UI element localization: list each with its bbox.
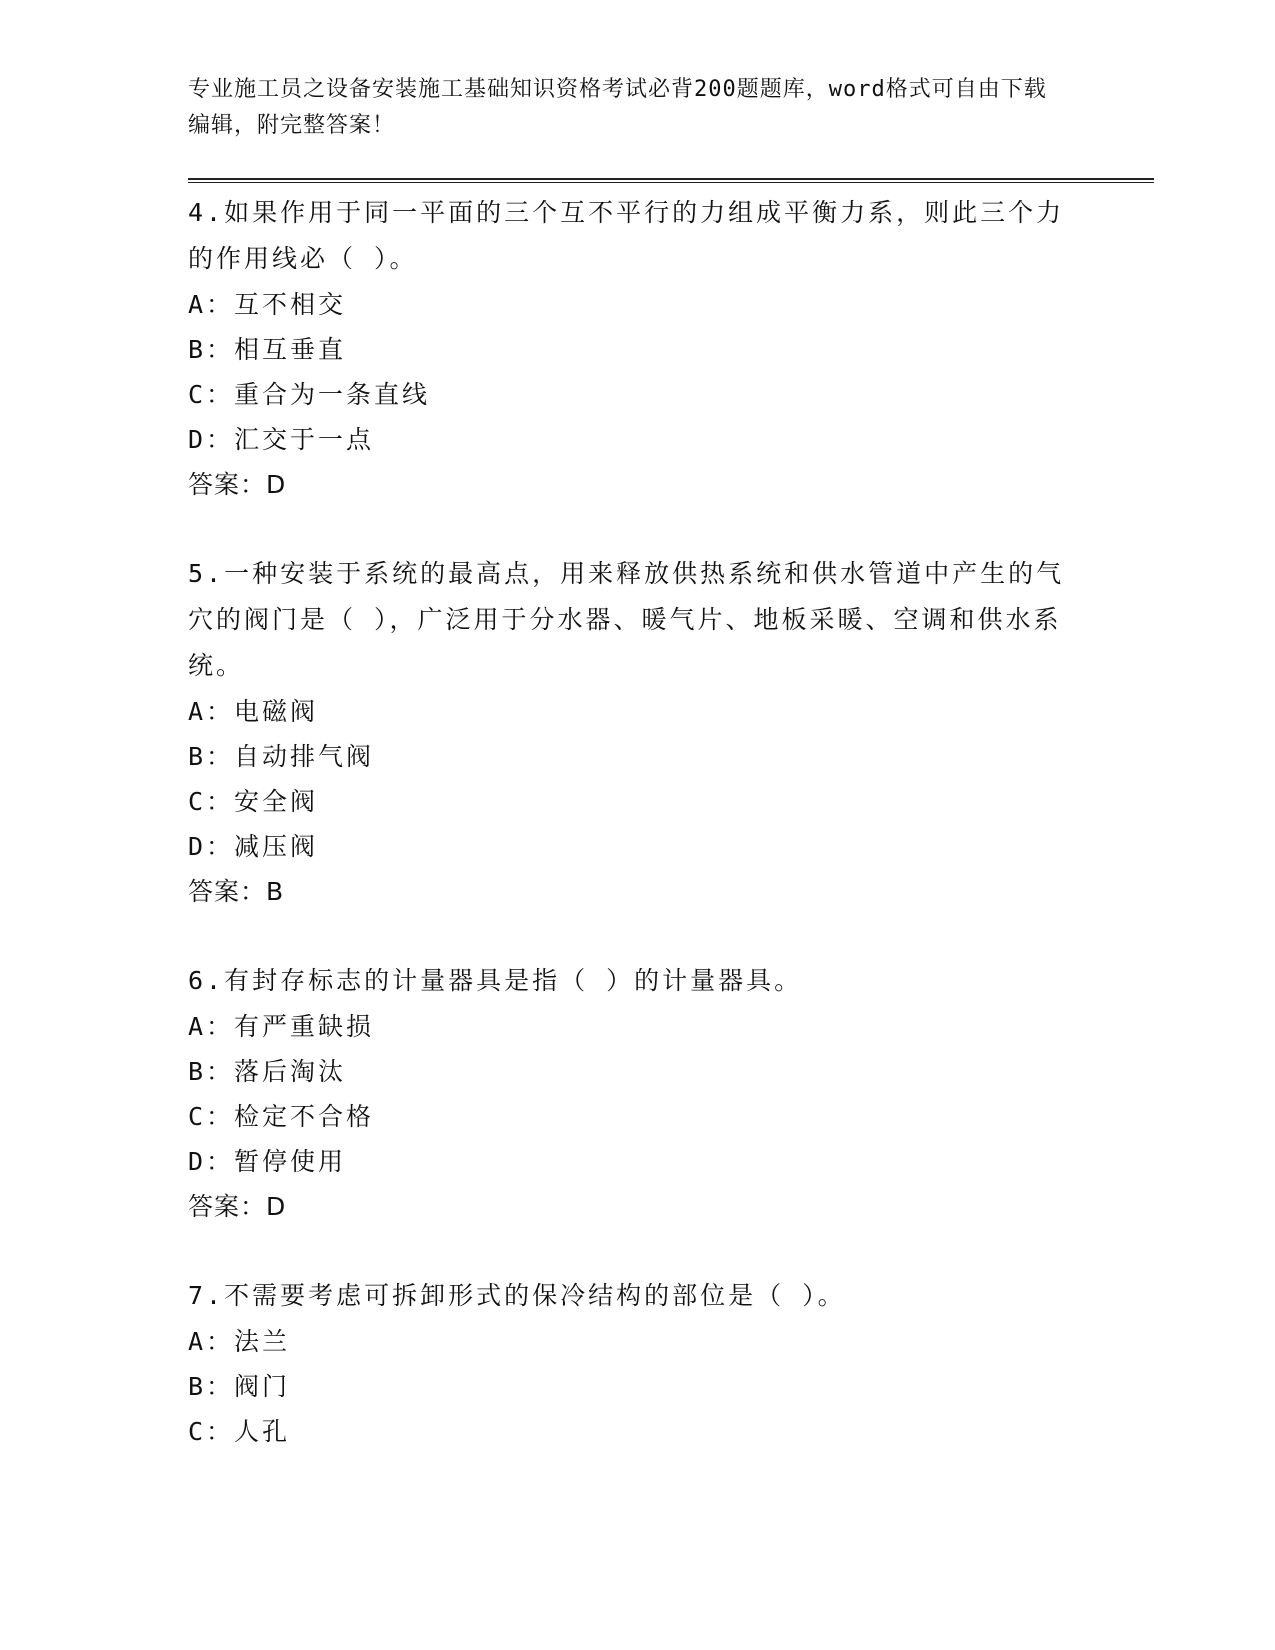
question-spacer — [188, 915, 1088, 958]
answer-line: 答案：B — [188, 877, 285, 906]
question-item — [188, 958, 1088, 1230]
answer-line: 答案：D — [188, 1192, 287, 1221]
question-stem: 5.一种安装于系统的最高点，用来释放供热系统和供水管道中产生的气穴的阀门是（ ），广泛用于分水器、暖气片、地板采暖、空调和供水系统。 — [188, 559, 1065, 680]
answer-line: 答案：D — [188, 470, 287, 499]
option-d: D：暂停使用 — [188, 1147, 347, 1176]
option-a: A：有严重缺损 — [188, 1012, 375, 1041]
option-d: D：减压阀 — [188, 832, 319, 861]
question-spacer — [188, 1230, 1088, 1273]
option-c: C：重合为一条直线 — [188, 380, 431, 409]
question-spacer — [188, 508, 1088, 551]
question-item — [188, 190, 1088, 508]
document-header: 专业施工员之设备安装施工基础知识资格考试必背200题题库，word格式可自由下载编辑，附完整答案！ — [188, 77, 1047, 138]
option-a: A：电磁阀 — [188, 697, 319, 726]
header-divider — [188, 178, 1154, 183]
option-b: B：相互垂直 — [188, 335, 347, 364]
option-d: D：汇交于一点 — [188, 425, 375, 454]
question-stem: 4.如果作用于同一平面的三个互不平行的力组成平衡力系，则此三个力的作用线必（ ）。 — [188, 198, 1065, 273]
option-c: C：安全阀 — [188, 787, 319, 816]
option-b: B：自动排气阀 — [188, 742, 375, 771]
option-c: C：人孔 — [188, 1417, 291, 1446]
option-b: B：阀门 — [188, 1372, 291, 1401]
question-stem: 6.有封存标志的计量器具是指（ ）的计量器具。 — [188, 966, 803, 995]
option-b: B：落后淘汰 — [188, 1057, 347, 1086]
option-a: A：互不相交 — [188, 290, 347, 319]
question-item — [188, 1273, 1088, 1454]
question-stem: 7.不需要考虑可拆卸形式的保冷结构的部位是（ ）。 — [188, 1281, 846, 1310]
option-c: C：检定不合格 — [188, 1102, 375, 1131]
option-a: A：法兰 — [188, 1327, 291, 1356]
question-list — [188, 190, 1088, 1454]
question-item — [188, 551, 1088, 915]
